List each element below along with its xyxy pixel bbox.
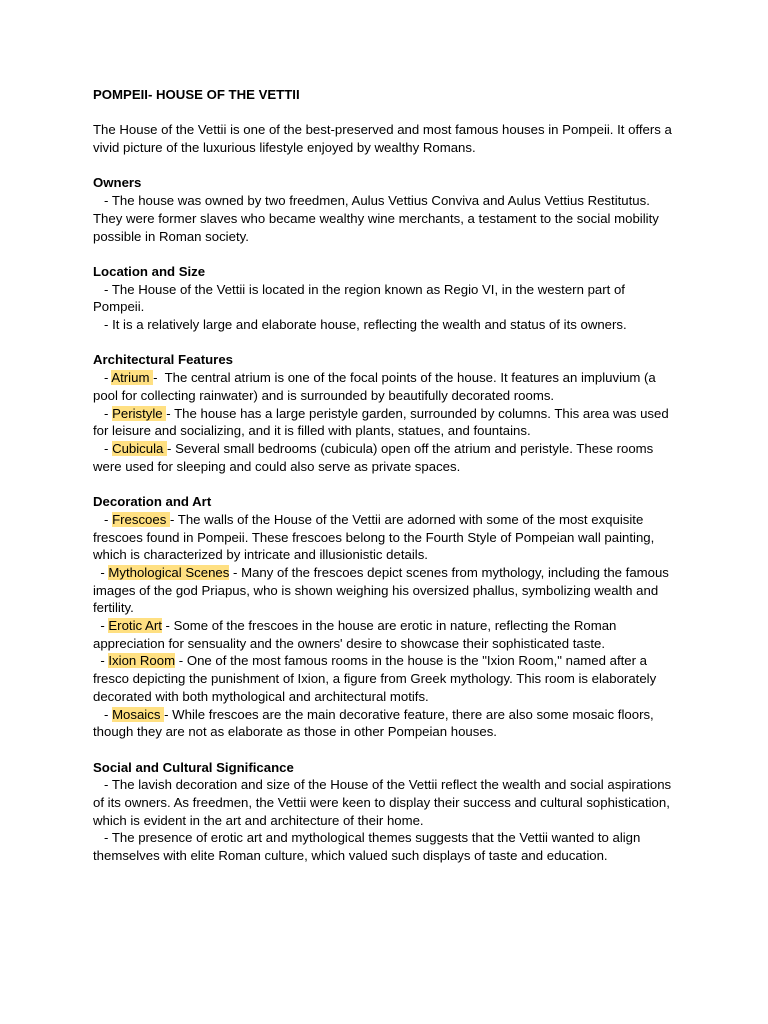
location-section (93, 263, 678, 334)
decoration-item-mythological: - Mythological Scenes - Many of the frescoes depict scenes from mythology, including the famous images of the god Priapus, who is shown weighing his oversized phallus, symbolizing wealth and fertility. (93, 564, 669, 616)
location-heading: Location and Size (93, 263, 206, 279)
architecture-heading: Architectural Features (93, 352, 233, 368)
decoration-item-mosaics: - Mosaics - While frescoes are the main decorative feature, there are also some mosaic floors, though they are not as elaborate as those in other Pompeian houses. (93, 706, 654, 740)
item-text: The walls of the House of the Vettii are adorned with some of the most exquisite frescoes found in Pompeii. These frescoes belong to the Fourth Style of Pompeian wall painting, which is characterized by intricate and illusionistic details. (93, 511, 655, 563)
owners-heading: Owners (93, 175, 142, 191)
document-title: POMPEII- HOUSE OF THE VETTII (93, 87, 300, 102)
decoration-section (93, 493, 678, 741)
significance-text-1: The lavish decoration and size of the House of the Vettii reflect the wealth and social aspirations of its owners. As freedmen, the Vettii were keen to display their success and cultural sophistication, which is evident in the art and architecture of their home. (93, 777, 672, 828)
significance-section (93, 759, 678, 865)
intro-paragraph: The House of the Vettii is one of the best-preserved and most famous houses in Pompeii. It offers a vivid picture of the luxurious lifestyle enjoyed by wealthy Romans. (93, 122, 672, 156)
highlighted-term: Erotic Art (108, 618, 162, 634)
item-text: Some of the frescoes in the house are erotic in nature, reflecting the Roman appreciation for sensuality and the owners' desire to showcase their sophisticated taste. (93, 618, 617, 651)
intro-section (93, 121, 678, 156)
location-paragraph-2: - It is a relatively large and elaborate house, reflecting the wealth and status of its owners. (93, 317, 627, 333)
significance-text-2: The presence of erotic art and mythological themes suggests that the Vettii wanted to align themselves with elite Roman culture, which valued such displays of taste and education. (93, 830, 641, 864)
decoration-item-frescoes: - Frescoes - The walls of the House of the Vettii are adorned with some of the most exquisite frescoes found in Pompeii. These frescoes belong to the Fourth Style of Pompeian wall painting, which is characterized by intricate and illusionistic details. (93, 511, 655, 563)
highlighted-term: Mythological Scenes (108, 564, 230, 580)
item-text: Many of the frescoes depict scenes from mythology, including the famous images of the god Priapus, who is shown weighing his oversized phallus, symbolizing wealth and fertility. (93, 564, 669, 616)
decoration-item-erotic: - Erotic Art - Some of the frescoes in the house are erotic in nature, reflecting the Roman appreciation for sensuality and the owners' desire to showcase their sophisticated taste. (93, 618, 617, 651)
highlighted-term: Frescoes (112, 511, 170, 527)
highlighted-term: Atrium (111, 370, 154, 386)
significance-heading: Social and Cultural Significance (93, 759, 294, 775)
document-page (93, 86, 678, 865)
item-text: While frescoes are the main decorative feature, there are also some mosaic floors, though they are not as elaborate as those in other Pompeian houses. (93, 706, 654, 740)
owners-text: The house was owned by two freedmen, Aulus Vettius Conviva and Aulus Vettius Restitutus. They were former slaves who became wealthy wine merchants, a testament to the social mobility possible in Roman society. (93, 193, 659, 244)
location-text-2: It is a relatively large and elaborate house, reflecting the wealth and status of its owners. (112, 317, 627, 333)
item-text: The house has a large peristyle garden, surrounded by columns. This area was used for leisure and socializing, and it is filled with plants, statues, and fountains. (93, 405, 669, 439)
location-paragraph-1: - The House of the Vettii is located in the region known as Regio VI, in the western part of Pompeii. (93, 281, 625, 315)
owners-section (93, 174, 678, 245)
item-text: Several small bedrooms (cubicula) open off the atrium and peristyle. These rooms were used for sleeping and could also serve as private spaces. (93, 441, 654, 474)
item-text: The central atrium is one of the focal points of the house. It features an impluvium (a pool for collecting rainwater) and is surrounded by beautifully decorated rooms. (93, 370, 656, 403)
item-text: One of the most famous rooms in the house is the "Ixion Room," named after a fresco depicting the punishment of Ixion, a figure from Greek mythology. This room is elaborately decorated with both mythological and architectural motifs. (93, 653, 657, 704)
architecture-section (93, 351, 678, 475)
architecture-item-peristyle: - Peristyle - The house has a large peristyle garden, surrounded by columns. This area was used for leisure and socializing, and it is filled with plants, statues, and fountains. (93, 405, 669, 439)
highlighted-term: Ixion Room (108, 653, 176, 669)
significance-paragraph-2: - The presence of erotic art and mythological themes suggests that the Vettii wanted to align themselves with elite Roman culture, which valued such displays of taste and education. (93, 830, 641, 864)
decoration-heading: Decoration and Art (93, 494, 212, 510)
decoration-item-ixion: - Ixion Room - One of the most famous rooms in the house is the "Ixion Room," named after a fresco depicting the punishment of Ixion, a figure from Greek mythology. This room is elaborately decorated with both mythological and architectural motifs. (93, 653, 657, 704)
location-text-1: The House of the Vettii is located in the region known as Regio VI, in the western part of Pompeii. (93, 281, 625, 315)
highlighted-term: Mosaics (112, 706, 165, 722)
significance-paragraph-1: - The lavish decoration and size of the House of the Vettii reflect the wealth and social aspirations of its owners. As freedmen, the Vettii were keen to display their success and cultural sophistication, which is evident in the art and architecture of their home. (93, 777, 672, 828)
architecture-item-cubicula: - Cubicula - Several small bedrooms (cubicula) open off the atrium and peristyle. These rooms were used for sleeping and could also serve as private spaces. (93, 441, 654, 474)
owners-paragraph: - The house was owned by two freedmen, Aulus Vettius Conviva and Aulus Vettius Restitutus. They were former slaves who became wealthy wine merchants, a testament to the social mobility possible in Roman society. (93, 193, 659, 244)
highlighted-term: Peristyle (112, 405, 167, 421)
highlighted-term: Cubicula (112, 441, 168, 456)
architecture-item-atrium: - Atrium - The central atrium is one of the focal points of the house. It features an impluvium (a pool for collecting rainwater) and is surrounded by beautifully decorated rooms. (93, 370, 656, 403)
